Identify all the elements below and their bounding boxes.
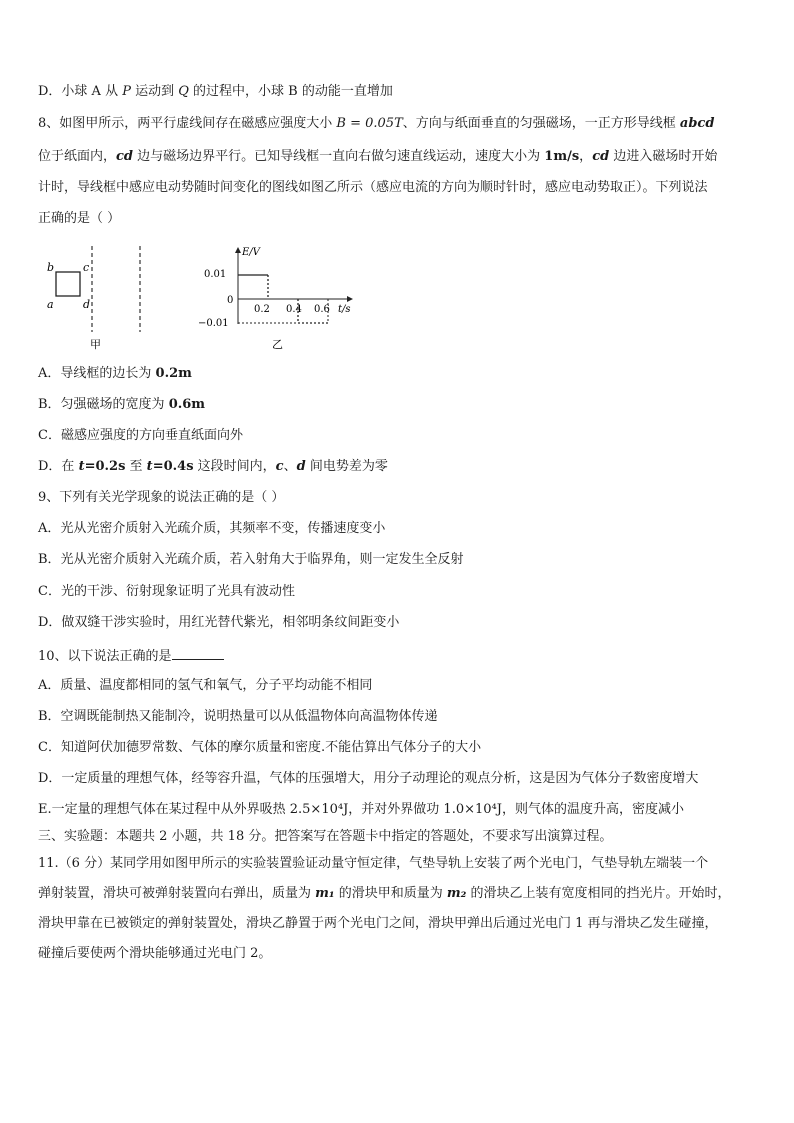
y-axis-label: E/V [242, 247, 260, 258]
q9-option-a: A．光从光密介质射入光疏介质，其频率不变，传播速度变小 [38, 521, 386, 536]
text: 、方向与纸面垂直的匀强磁场，一正方形导线框 [402, 116, 680, 131]
text: 至 [125, 459, 147, 474]
section-heading: 三、实验题：本题共 2 小题，共 18 分。把答案写在答题卡中指定的答题处，不要求写出演算过程。 [38, 829, 613, 844]
y-tick-zero: 0 [227, 295, 234, 306]
text: 如图甲所示，两平行虚线间存在磁感应强度大小 [59, 116, 337, 131]
figure-yi-et-graph [196, 242, 366, 357]
text: A．导线框的边长为 [38, 366, 156, 381]
text: ， [579, 149, 593, 164]
q8-option-b [38, 397, 205, 413]
q8-option-c: C．磁感应强度的方向垂直纸面向外 [38, 428, 243, 443]
q11-line-3: 滑块甲靠在已被锁定的弹射装置处，滑块乙静置于两个光电门之间，滑块甲弹出后通过光电门 1 再与滑块乙发生碰撞， [38, 916, 718, 931]
q9-option-b: B．光从光密介质射入光疏介质，若入射角大于临界角，则一定发生全反射 [38, 552, 464, 567]
question-number: 8、 [38, 116, 60, 131]
text: 弹射装置，滑块可被弹射装置向右弹出，质量为 [38, 886, 316, 901]
q8-stem-line-4: 正确的是（ ） [38, 211, 121, 226]
value: =0.4s [152, 459, 194, 474]
x-tick-1: 0.2 [254, 304, 270, 315]
answer-blank [172, 647, 224, 660]
q10-option-d: D．一定质量的理想气体，经等容升温，气体的压强增大，用分子动理论的观点分析，这是因为气体分子数密度增大 [38, 771, 699, 786]
math-p: P [122, 84, 131, 99]
q11-line-1: 11.（6 分）某同学用如图甲所示的实验装置验证动量守恒定律，气垫导轨上安装了两个光电门，气垫导轨左端装一个 [38, 856, 709, 871]
y-tick-neg: −0.01 [198, 318, 229, 329]
text: 位于纸面内， [38, 149, 117, 164]
label-d: d [83, 298, 91, 311]
q9-option-d: D．做双缝干涉实验时，用红光替代紫光，相邻明条纹间距变小 [38, 615, 400, 630]
q8-option-d [38, 459, 388, 475]
figure-label-jia: 甲 [90, 338, 101, 351]
velocity-value: 1m/s [544, 149, 580, 164]
q7-option-d [38, 84, 393, 100]
math-t: t [146, 459, 153, 474]
q10-stem [38, 647, 224, 665]
math-b-value: B = 0.05T [336, 116, 403, 131]
math-t: t [78, 459, 85, 474]
text: 间电势差为零 [305, 459, 388, 474]
q8-stem-line-2 [38, 149, 717, 165]
q11-line-4: 碰撞后要使两个滑块能够通过光电门 2。 [38, 946, 272, 961]
q8-stem-line-1 [38, 116, 714, 132]
label-b: b [47, 261, 55, 274]
value: 0.2m [155, 366, 192, 381]
text: B．匀强磁场的宽度为 [38, 397, 169, 412]
square-frame [56, 272, 80, 296]
math-m1: m₁ [315, 886, 335, 901]
q8-option-a [38, 366, 192, 382]
math-q: Q [178, 84, 189, 99]
label-a: a [47, 298, 54, 311]
text: D．在 [38, 459, 79, 474]
text: 运动到 [130, 84, 179, 99]
text: 、 [283, 459, 297, 474]
x-tick-2: 0.4 [286, 304, 302, 315]
q9-stem: 9、下列有关光学现象的说法正确的是（ ） [38, 490, 285, 505]
value: 0.6m [168, 397, 206, 412]
y-tick-pos: 0.01 [204, 269, 227, 280]
math-m2: m₂ [446, 886, 467, 901]
value: =0.2s [84, 459, 126, 474]
text: 的滑块乙上装有宽度相同的挡光片。开始时， [466, 886, 731, 901]
math-abcd: abcd [679, 116, 715, 131]
text: 的滑块甲和质量为 [334, 886, 447, 901]
q10-option-c: C．知道阿伏加德罗常数、气体的摩尔质量和密度.不能估算出气体分子的大小 [38, 740, 482, 755]
text: 边与磁场边界平行。已知导线框一直向右做匀速直线运动，速度大小为 [133, 149, 545, 164]
math-c: c [275, 459, 284, 474]
text: D．小球 A 从 [38, 84, 123, 99]
q9-option-c: C．光的干涉、衍射现象证明了光具有波动性 [38, 584, 295, 599]
text: 这段时间内， [193, 459, 276, 474]
figure-label-yi: 乙 [272, 338, 283, 351]
math-cd: cd [116, 149, 134, 164]
x-tick-3: 0.6 [314, 304, 330, 315]
q11-line-2 [38, 886, 730, 902]
text: 10、以下说法正确的是 [38, 649, 172, 664]
x-axis-label: t/s [338, 304, 351, 315]
q10-option-b: B．空调既能制热又能制冷，说明热量可以从低温物体向高温物体传递 [38, 709, 438, 724]
text: 边进入磁场时开始 [609, 149, 718, 164]
math-d: d [296, 459, 306, 474]
q10-option-e: E.一定量的理想气体在某过程中从外界吸热 2.5×10⁴J，并对外界做功 1.0×10⁴J，则气体的温度升高，密度减小 [38, 802, 684, 817]
q8-stem-line-3: 计时，导线框中感应电动势随时间变化的图线如图乙所示（感应电流的方向为顺时针时，感应电动势取正）。下列说法 [38, 180, 708, 195]
text: 的过程中，小球 B 的动能一直增加 [188, 84, 393, 99]
q10-option-a: A．质量、温度都相同的氢气和氧气，分子平均动能不相同 [38, 678, 373, 693]
figure-jia [40, 240, 160, 355]
label-c: c [83, 261, 90, 274]
math-cd: cd [592, 149, 610, 164]
